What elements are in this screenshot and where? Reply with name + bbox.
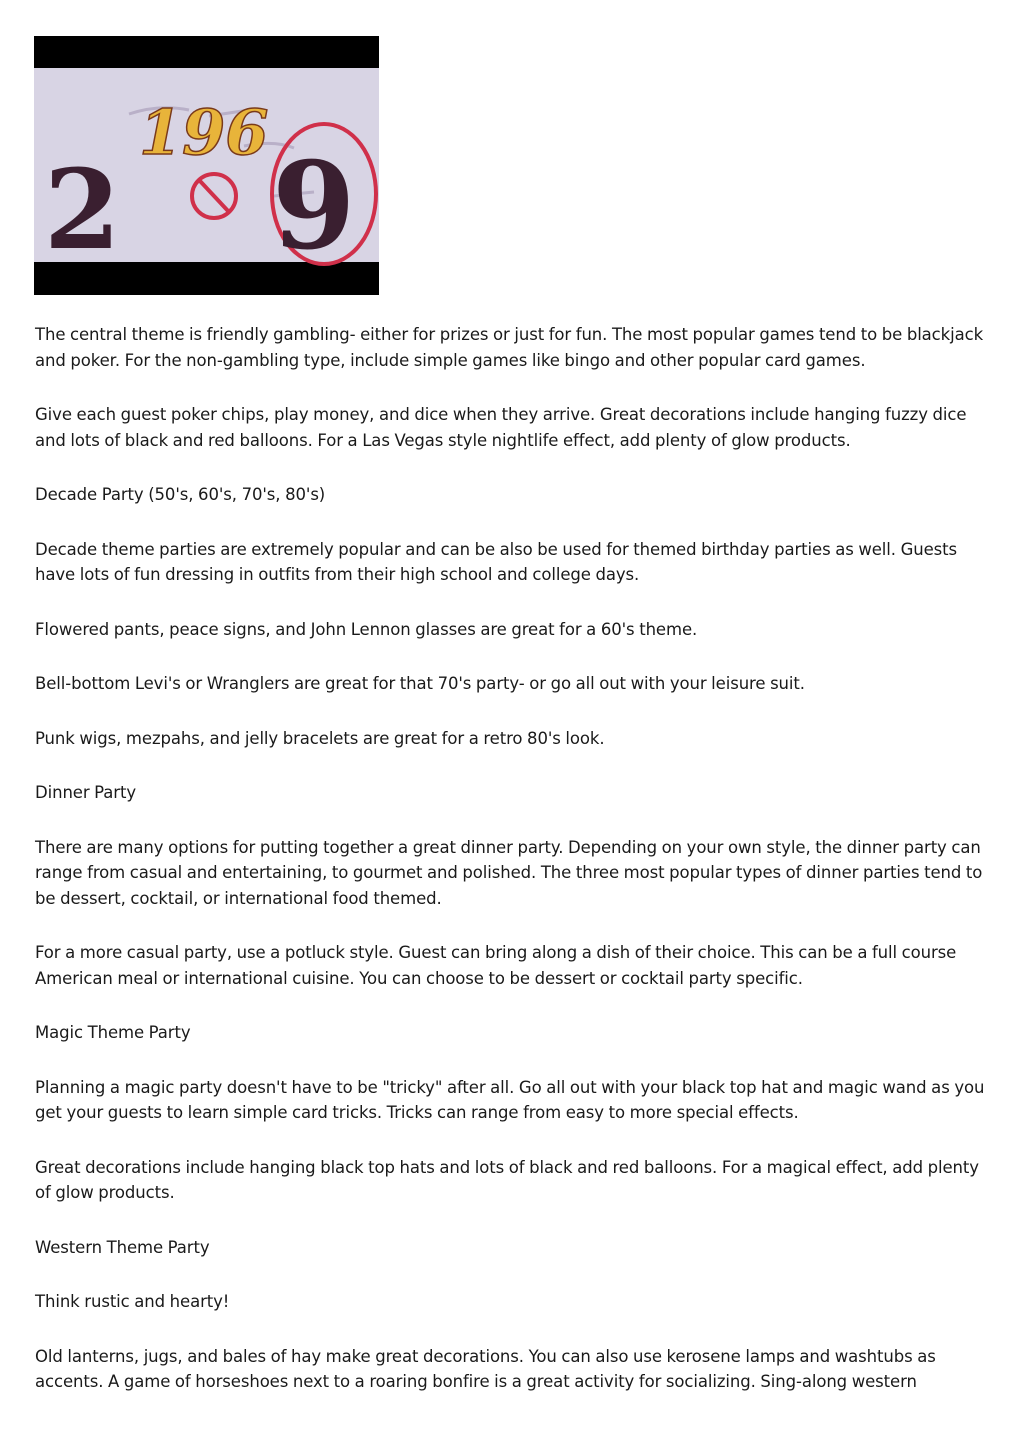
paragraph: Planning a magic party doesn't have to be "tricky" after all. Go all out with your black top hat and magic wand as you get your guests to learn simple card tricks. Tricks can range from easy to more special effects. <box>35 1077 985 1122</box>
hero-image <box>34 36 379 295</box>
paragraph: The central theme is friendly gambling- either for prizes or just for fun. The most popular games tend to be blackjack and poker. For the non-gambling type, include simple games like bingo and other popular card games. <box>35 325 984 370</box>
section-heading-western-party: Western Theme Party <box>35 1237 210 1257</box>
paragraph: Decade theme parties are extremely popular and can be also be used for themed birthday parties as well. Guests have lots of fun dressing in outfits from their high school and college days. <box>35 539 958 584</box>
paragraph: For a more casual party, use a potluck style. Guest can bring along a dish of their choice. This can be a full course American meal or international cuisine. You can choose to be dessert or cocktail party specific. <box>35 943 957 988</box>
paragraph: Bell-bottom Levi's or Wranglers are great for that 70's party- or go all out with your leisure suit. <box>35 674 805 693</box>
paragraph: Punk wigs, mezpahs, and jelly bracelets are great for a retro 80's look. <box>35 728 605 748</box>
hero-image-graphic <box>34 36 379 295</box>
section-heading-dinner-party: Dinner Party <box>35 783 137 802</box>
article-body <box>35 322 995 1424</box>
paragraph: Give each guest poker chips, play money, and dice when they arrive. Great decorations include hanging fuzzy dice and lots of black and red balloons. For a Las Vegas style nightlife effect, add plenty of glow products. <box>35 405 967 450</box>
large-digit-right: 9 <box>272 136 356 277</box>
small-digits: 196 <box>139 96 269 169</box>
section-heading-decade-party: Decade Party (50's, 60's, 70's, 80's) <box>35 485 326 504</box>
paragraph: Great decorations include hanging black top hats and lots of black and red balloons. For a magical effect, add plenty of glow products. <box>35 1157 979 1202</box>
large-digit-left: 2 <box>44 145 121 274</box>
paragraph: Flowered pants, peace signs, and John Lennon glasses are great for a 60's theme. <box>35 619 698 639</box>
paragraph: Old lanterns, jugs, and bales of hay make great decorations. You can also use kerosene lamps and washtubs as accents. A game of horseshoes next to a roaring bonfire is a great activity for socializing. Sing-along western <box>35 1346 936 1391</box>
paragraph: There are many options for putting together a great dinner party. Depending on your own style, the dinner party can range from casual and entertaining, to gourmet and polished. The three most popular types of dinner parties tend to be dessert, cocktail, or international food themed. <box>35 837 983 908</box>
section-heading-magic-party: Magic Theme Party <box>35 1023 191 1042</box>
paragraph: Think rustic and hearty! <box>35 1292 230 1311</box>
